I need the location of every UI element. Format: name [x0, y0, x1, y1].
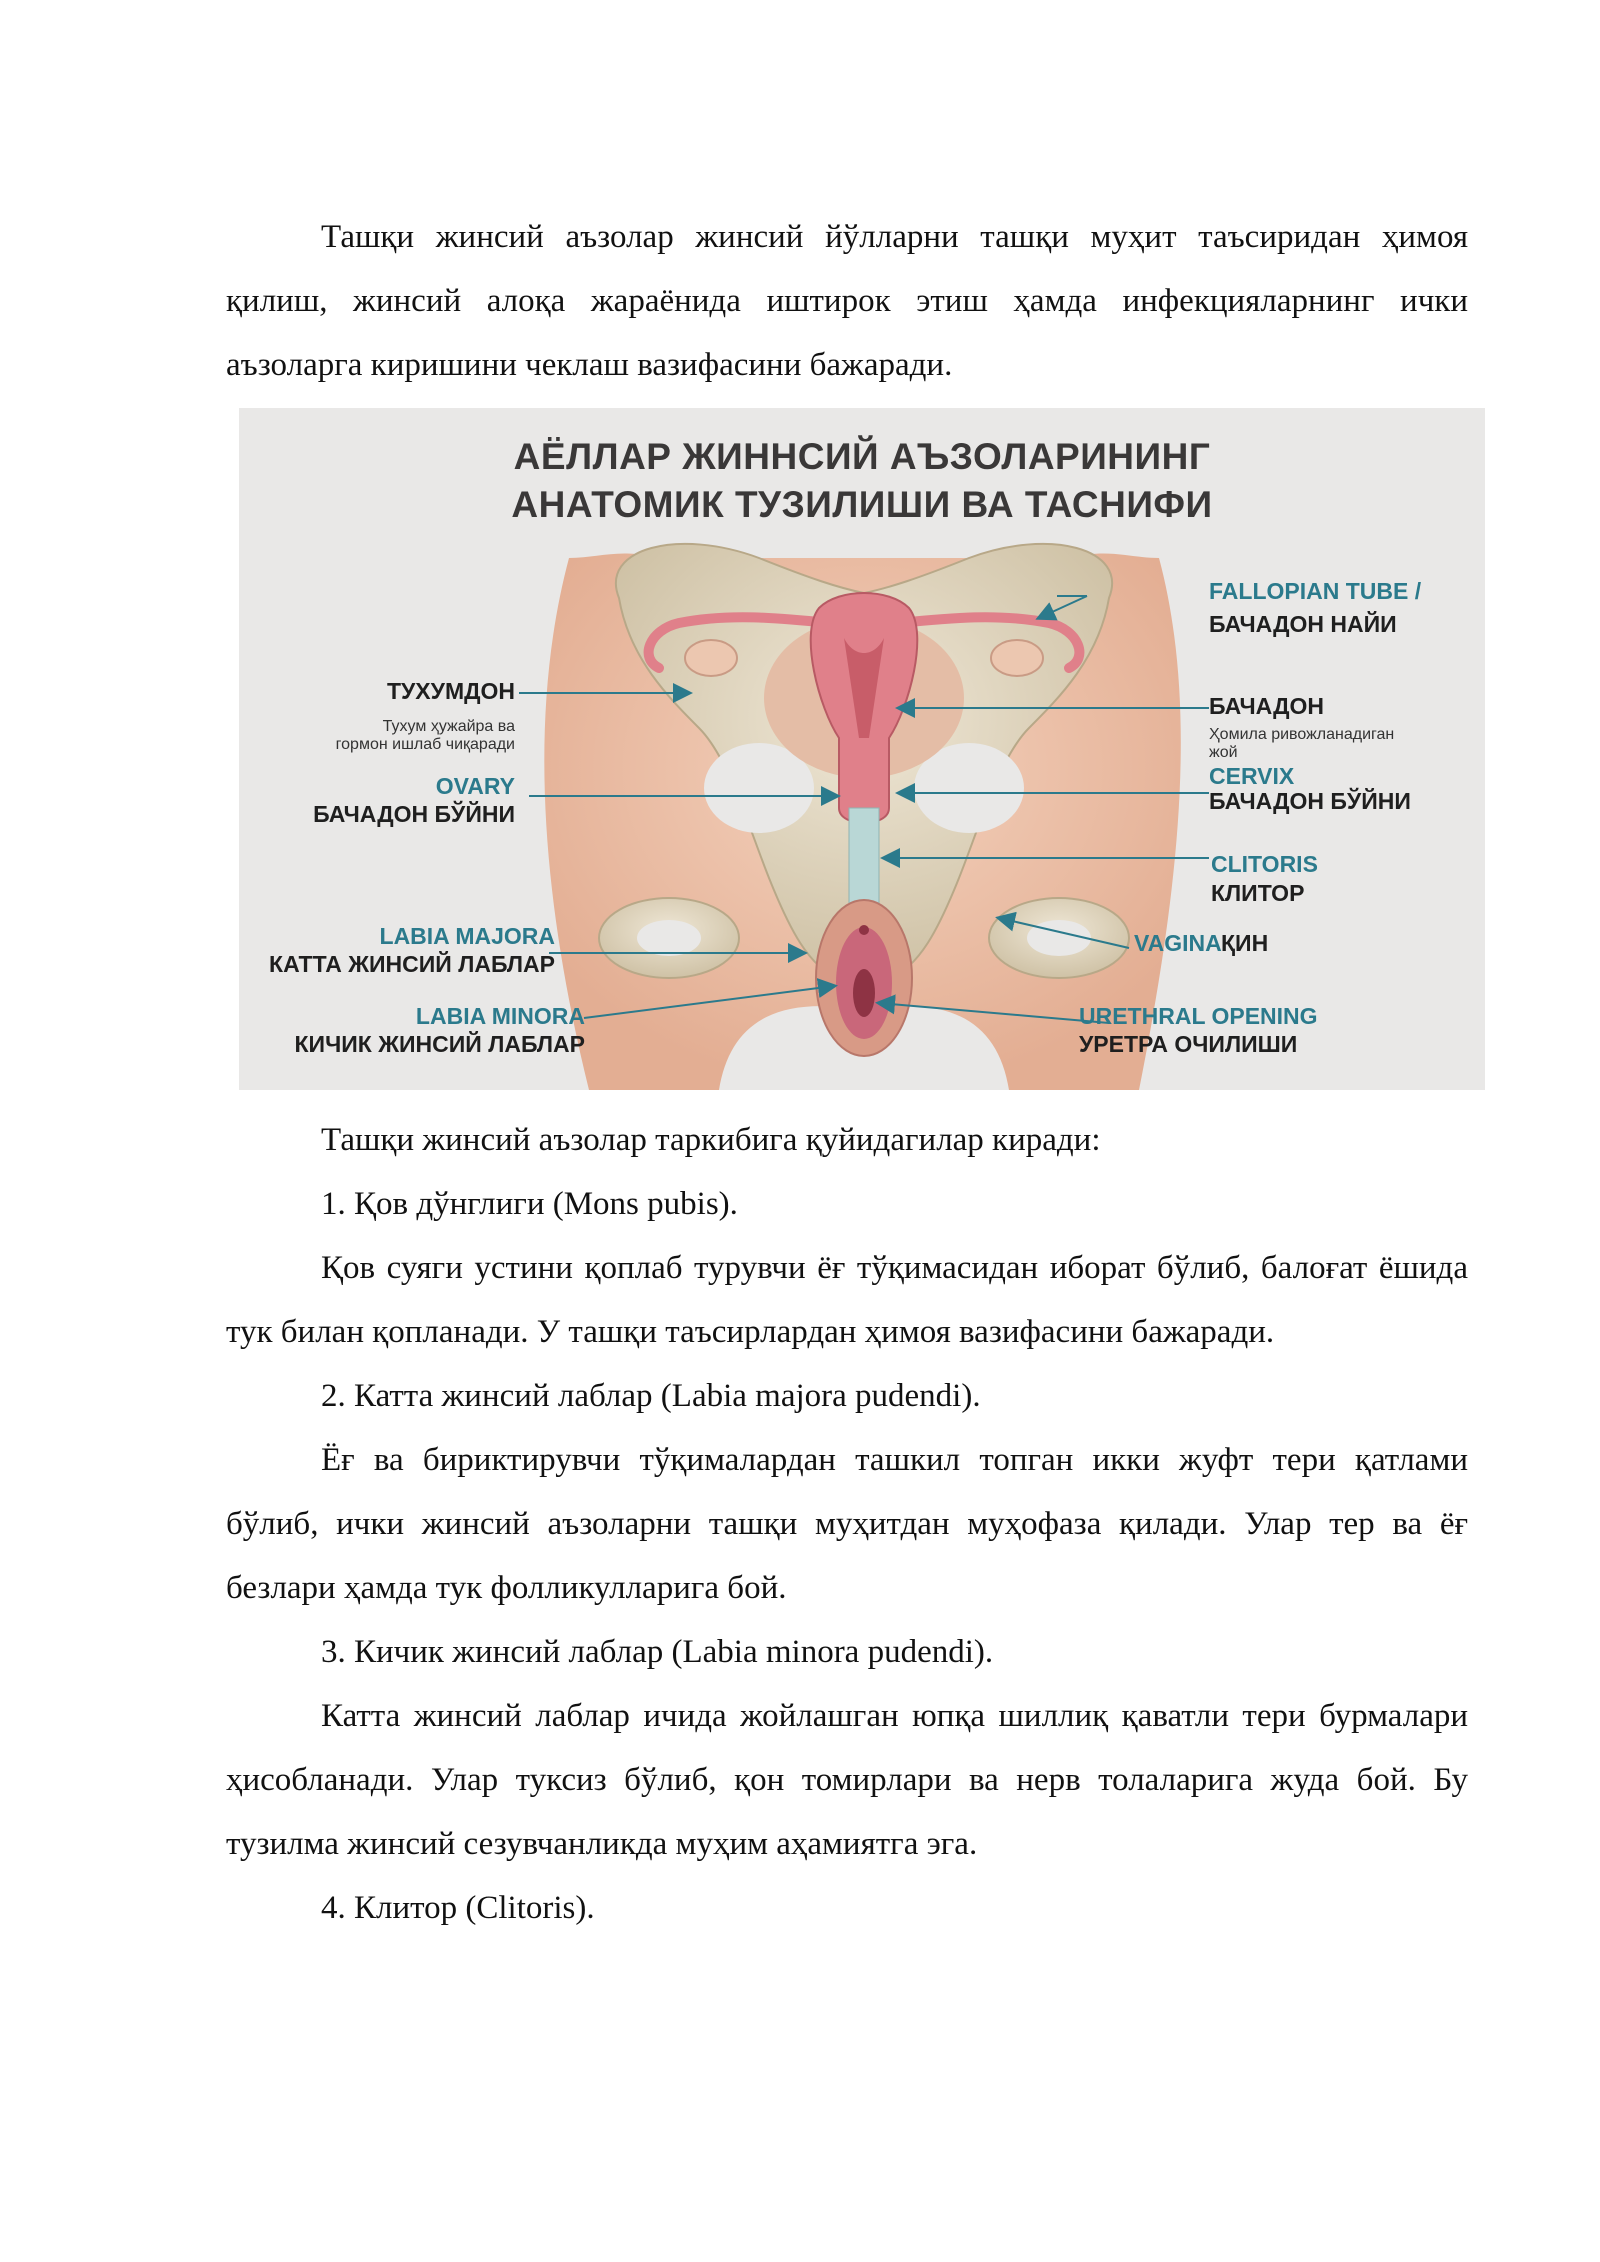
item3-text: Катта жинсий лаблар ичида жойлашган юпқа шиллиқ қаватли тери бурмалари ҳисобланади. Улар туксиз бўлиб, қон томирлари ва нерв толаларига жуда бой. Бу тузилма жинсий сезувчанликда муҳим аҳамиятга эга.	[226, 1698, 1468, 1862]
label-fallopian-uz: БАЧАДОН НАЙИ	[1209, 611, 1397, 637]
label-vagina-en: VAGINA	[1134, 930, 1222, 956]
label-vagina-uz: ҚИН	[1221, 930, 1269, 956]
intro-paragraph: Ташқи жинсий аъзолар жинсий йўлларни ташқи муҳит таъсиридан ҳимоя қилиш, жинсий алоқа жараёнида иштирок этиш ҳамда инфекцияларнинг ички аъзоларга киришини чеклаш вазифасини бажаради.	[226, 219, 1468, 383]
label-clitoris-en: CLITORIS	[1211, 851, 1318, 877]
lead-paragraph: Ташқи жинсий аъзолар таркибига қуйидагилар киради:	[321, 1122, 1101, 1158]
item2-title: 2. Катта жинсий лаблар (Labia majora pudendi).	[321, 1378, 981, 1414]
label-ovary-en: OVARY	[435, 773, 515, 799]
anatomy-figure	[239, 408, 1485, 1090]
figure-title-line1: АЁЛЛАР ЖИННСИЙ АЪЗОЛАРИНИНГ	[513, 436, 1211, 477]
label-cervix-uz: БАЧАДОН БЎЙНИ	[1209, 788, 1411, 814]
label-ovary-uz: ТУХУМДОН	[386, 678, 515, 704]
label-uterus-desc1: Ҳомила ривожланадиган	[1209, 726, 1395, 743]
body-section	[226, 1108, 1468, 1940]
label-uterus-uz: БАЧАДОН	[1209, 693, 1325, 719]
label-uterus-desc2: жой	[1209, 744, 1238, 761]
label-labia-majora-en: LABIA MAJORA	[379, 923, 555, 949]
label-ovary-desc1: Тухум ҳужайра ва	[382, 718, 515, 735]
item3-title: 3. Кичик жинсий лаблар (Labia minora pudendi).	[321, 1634, 994, 1670]
ovary-left	[685, 640, 737, 676]
label-clitoris-uz: КЛИТОР	[1211, 880, 1305, 906]
label-cervix-left-uz: БАЧАДОН БЎЙНИ	[313, 801, 515, 827]
label-cervix-en: CERVIX	[1209, 763, 1295, 789]
label-urethral-uz: УРЕТРА ОЧИЛИШИ	[1079, 1031, 1298, 1057]
clitoris	[859, 925, 869, 935]
item2-text: Ёғ ва бириктирувчи тўқималардан ташкил топган икки жуфт тери қатлами бўлиб, ички жинсий аъзоларни ташқи муҳитдан муҳофаза қилади. Улар тер ва ёғ безлари ҳамда тук фолликулларига бой.	[226, 1442, 1468, 1606]
label-urethral-en: URETHRAL OPENING	[1079, 1003, 1318, 1029]
label-ovary-desc2: гормон ишлаб чиқаради	[335, 736, 515, 753]
figure-title-line2: АНАТОМИК ТУЗИЛИШИ ВА ТАСНИФИ	[511, 484, 1213, 525]
item1-title: 1. Қов дўнглиги (Mons pubis).	[321, 1186, 738, 1222]
intro-section	[226, 205, 1468, 397]
item4-title: 4. Клитор (Clitoris).	[321, 1890, 595, 1926]
label-fallopian-en: FALLOPIAN TUBE /	[1209, 578, 1422, 604]
label-labia-minora-uz: КИЧИК ЖИНСИЙ ЛАБЛАР	[294, 1031, 585, 1057]
item1-text: Қов суяги устини қоплаб турувчи ёғ тўқимасидан иборат бўлиб, балоғат ёшида тук билан қопланади. У ташқи таъсирлардан ҳимоя вазифасини бажаради.	[226, 1250, 1468, 1350]
ovary-right	[991, 640, 1043, 676]
label-labia-minora-en: LABIA MINORA	[415, 1003, 585, 1029]
label-labia-majora-uz: КАТТА ЖИНСИЙ ЛАБЛАР	[269, 951, 555, 977]
